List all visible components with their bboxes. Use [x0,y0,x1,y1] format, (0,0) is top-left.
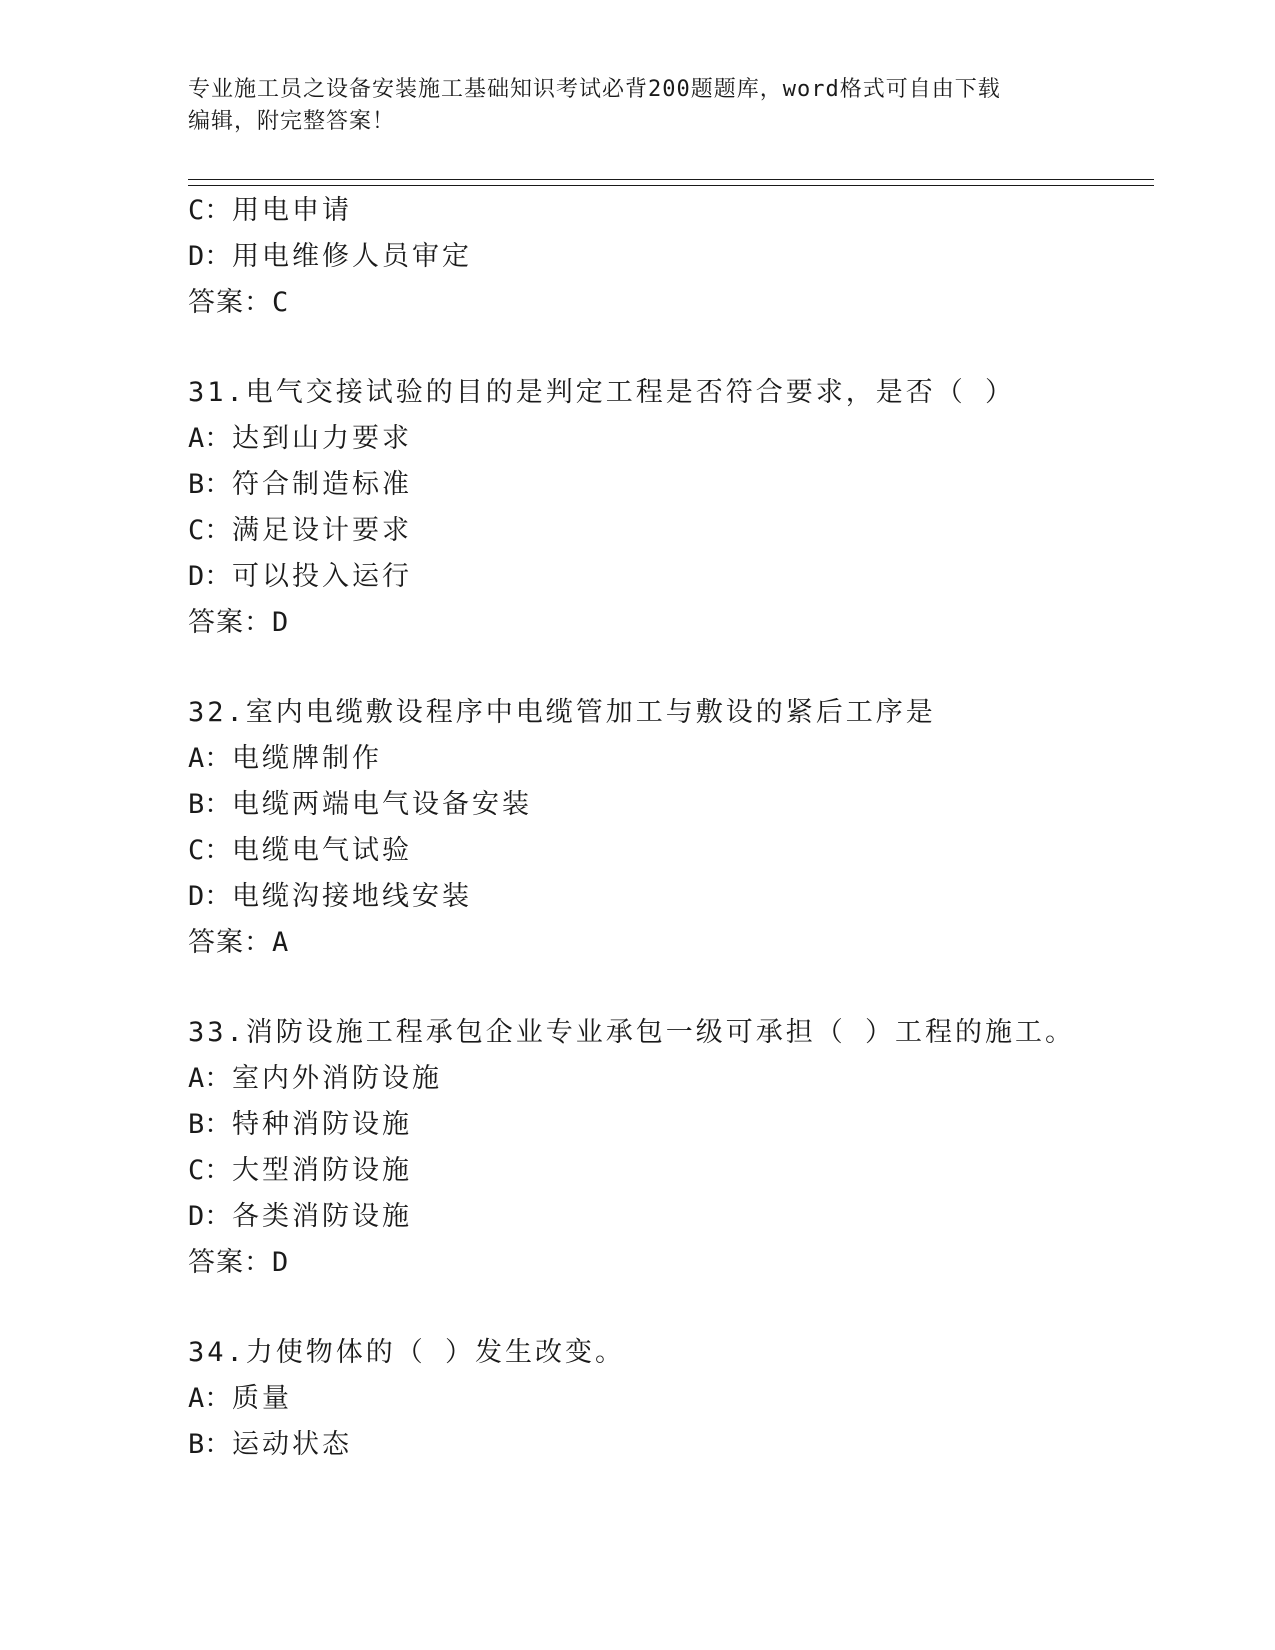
option-letter: A： [188,423,232,454]
option-b [188,1102,1154,1148]
option-text: 用电申请 [232,195,352,226]
option-text: 电缆沟接地线安装 [232,881,472,912]
question-33 [188,1010,1154,1286]
question-stem: 34.力使物体的（ ）发生改变。 [188,1337,626,1368]
answer-line: 答案：D [188,607,290,638]
header-divider [188,179,1154,186]
answer-line: 答案：D [188,1247,290,1278]
option-c [188,1148,1154,1194]
option-text: 可以投入运行 [232,561,412,592]
spacer [188,1286,1154,1330]
option-c [188,828,1154,874]
option-letter: B： [188,469,232,500]
option-text: 室内外消防设施 [232,1063,442,1094]
header-title-line-2: 编辑，附完整答案！ [188,109,396,134]
option-d [188,554,1154,600]
question-stem: 31.电气交接试验的目的是判定工程是否符合要求，是否（ ） [188,377,1016,408]
option-b [188,462,1154,508]
option-letter: D： [188,561,232,592]
option-d [188,874,1154,920]
option-letter: C： [188,835,232,866]
document-header [188,74,1088,138]
option-text: 用电维修人员审定 [232,241,472,272]
answer-line: 答案：C [188,287,290,318]
option-text: 电缆两端电气设备安装 [232,789,532,820]
option-b [188,782,1154,828]
question-stem: 32.室内电缆敷设程序中电缆管加工与敷设的紧后工序是 [188,697,936,728]
option-letter: C： [188,1155,232,1186]
option-d [188,1194,1154,1240]
question-30-continued [188,188,1154,326]
spacer [188,326,1154,370]
question-32 [188,690,1154,966]
option-b [188,1422,1154,1468]
question-31 [188,370,1154,646]
option-text: 大型消防设施 [232,1155,412,1186]
spacer [188,966,1154,1010]
question-list [188,188,1154,1468]
option-letter: B： [188,789,232,820]
option-letter: A： [188,1063,232,1094]
option-text: 各类消防设施 [232,1201,412,1232]
question-stem: 33.消防设施工程承包企业专业承包一级可承担（ ）工程的施工。 [188,1017,1076,1048]
option-text: 满足设计要求 [232,515,412,546]
option-letter: A： [188,743,232,774]
option-letter: C： [188,195,232,226]
option-letter: B： [188,1429,232,1460]
spacer [188,646,1154,690]
option-text: 运动状态 [232,1429,352,1460]
answer-line: 答案：A [188,927,290,958]
option-letter: D： [188,241,232,272]
option-text: 特种消防设施 [232,1109,412,1140]
option-d [188,234,1154,280]
option-letter: D： [188,881,232,912]
question-34 [188,1330,1154,1468]
option-c [188,508,1154,554]
option-text: 电缆电气试验 [232,835,412,866]
option-text: 符合制造标准 [232,469,412,500]
option-a [188,1056,1154,1102]
option-a [188,416,1154,462]
option-letter: D： [188,1201,232,1232]
option-letter: B： [188,1109,232,1140]
option-letter: C： [188,515,232,546]
option-text: 达到山力要求 [232,423,412,454]
option-c [188,188,1154,234]
option-letter: A： [188,1383,232,1414]
option-text: 电缆牌制作 [232,743,382,774]
option-a [188,736,1154,782]
option-text: 质量 [232,1383,292,1414]
option-a [188,1376,1154,1422]
header-title-line-1: 专业施工员之设备安装施工基础知识考试必背200题题库，word格式可自由下载 [188,77,1001,102]
